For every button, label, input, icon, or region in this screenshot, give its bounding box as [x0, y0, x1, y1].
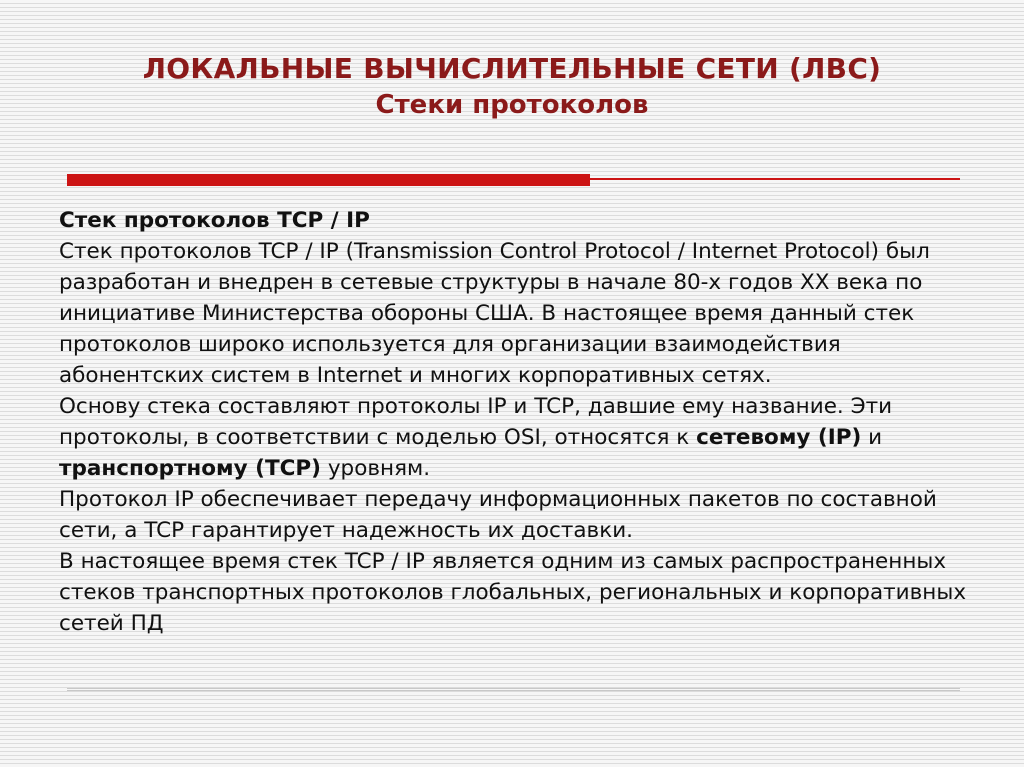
content-body	[59, 205, 979, 639]
network-layer-term: сетевому (IP)	[696, 425, 862, 450]
paragraph-basis-text-2: уровням.	[321, 456, 431, 481]
transport-layer-term: транспортному (TCP)	[59, 456, 321, 481]
paragraph-basis	[59, 391, 979, 484]
slide-subtitle: Стеки протоколов	[375, 90, 649, 120]
accent-bar-thin	[590, 178, 960, 180]
bottom-divider	[67, 688, 960, 691]
paragraph-ip-tcp-roles: Протокол IP обеспечивает передачу информационных пакетов по составной сети, а TCP гарантирует надежность их доставки.	[59, 487, 937, 543]
paragraph-current-status: В настоящее время стек TCP / IP является одним из самых распространенных стеков транспортных протоколов глобальных, региональных и корпоративных сетей ПД	[59, 549, 967, 636]
paragraph-history: Стек протоколов TCP / IP (Transmission Control Protocol / Internet Protocol) был разработан и внедрен в сетевые структуры в начале 80-х годов XX века по инициативе Министерства обороны США. В настоящее время данный стек протоколов широко используется для организации взаимодействия абонентских систем в Internet и многих корпоративных сетях.	[59, 239, 930, 388]
accent-bar-thick	[67, 174, 590, 186]
paragraph-basis-text-1: Основу стека составляют протоколы IP и TCP, давшие ему название. Эти протоколы, в соответствии с моделью OSI, относятся к	[59, 394, 893, 450]
slide-title: ЛОКАЛЬНЫЕ ВЫЧИСЛИТЕЛЬНЫЕ СЕТИ (ЛВС)	[142, 52, 882, 85]
content-heading: Стек протоколов TCP / IP	[59, 208, 370, 233]
paragraph-basis-conjunction: и	[861, 425, 883, 450]
